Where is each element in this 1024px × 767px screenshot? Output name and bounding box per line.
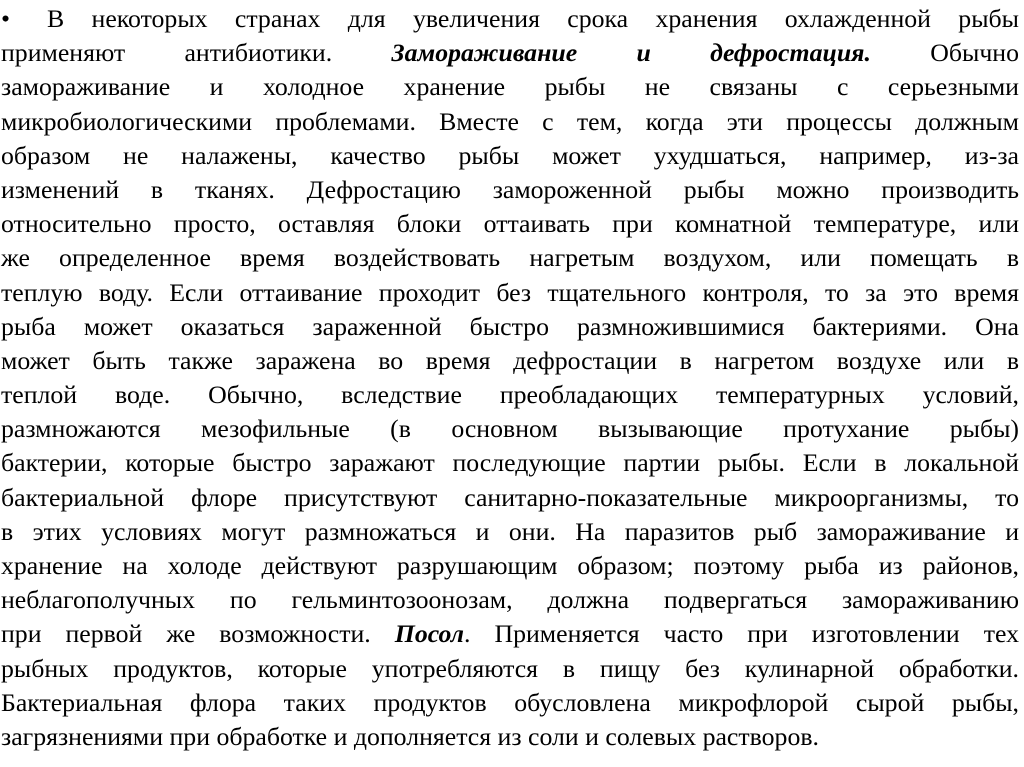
text-segment: применяют антибиотики. <box>1 38 392 68</box>
text-line <box>1 36 1019 70</box>
text-segment: размножаются мезофильные (в основном вызывающие протухание рыбы) <box>1 414 1019 444</box>
text-line <box>1 207 1019 241</box>
text-line <box>1 720 1019 754</box>
text-line <box>1 446 1019 480</box>
emphasized-heading: Замораживание и дефростация. <box>391 38 871 68</box>
emphasized-heading: Посол <box>394 619 465 649</box>
bullet-marker: • <box>1 4 11 33</box>
text-line <box>1 70 1019 104</box>
text-segment: Обычно <box>870 38 1019 68</box>
text-segment: теплую воду. Если оттаивание проходит без тщательного контроля, то за это время <box>1 277 1019 307</box>
text-line <box>1 652 1019 686</box>
text-segment: же определенное время воздействовать нагретым воздухом, или помещать в <box>1 243 1019 273</box>
text-line <box>1 2 1019 36</box>
text-line <box>1 310 1019 344</box>
text-segment: относительно просто, оставляя блоки оттаивать при комнатной температуре, или <box>1 209 1019 239</box>
body-text <box>1 2 1019 754</box>
text-line <box>1 583 1019 617</box>
text-segment: изменений в тканях. Дефростацию замороженной рыбы можно производить <box>1 174 1019 204</box>
text-segment: в этих условиях могут размножаться и они. На паразитов рыб замораживание и <box>1 516 1019 546</box>
text-line <box>1 139 1019 173</box>
text-line <box>1 481 1019 515</box>
text-line <box>1 276 1019 310</box>
text-segment: В некоторых странах для увеличения срока хранения охлажденной рыбы <box>47 4 1019 33</box>
text-segment: бактерии, которые быстро заражают последующие партии рыбы. Если в локальной <box>1 448 1019 478</box>
text-line <box>1 412 1019 446</box>
text-segment: бактериальной флоре присутствуют санитарно-показательные микроорганизмы, то <box>1 482 1019 512</box>
text-line <box>1 105 1019 139</box>
text-line <box>1 617 1019 651</box>
text-segment: теплой воде. Обычно, вследствие преобладающих температурных условий, <box>1 380 1019 410</box>
text-line <box>1 344 1019 378</box>
text-segment: Бактериальная флора таких продуктов обусловлена микрофлорой сырой рыбы, <box>1 687 1019 717</box>
text-line <box>1 241 1019 275</box>
text-segment: хранение на холоде действуют разрушающим образом; поэтому рыба из районов, <box>1 551 1019 580</box>
text-segment: замораживание и холодное хранение рыбы не связаны с серьезными <box>1 72 1019 102</box>
text-line <box>1 173 1019 207</box>
text-line <box>1 515 1019 549</box>
text-segment: может быть также заражена во время дефростации в нагретом воздухе или в <box>1 345 1019 375</box>
text-segment: при первой же возможности. <box>1 619 395 649</box>
text-segment: загрязнениями при обработке и дополняется из соли и солевых растворов. <box>1 721 819 751</box>
text-segment: рыбных продуктов, которые употребляются в пищу без кулинарной обработки. <box>1 653 1019 683</box>
text-segment: . Применяется часто при изготовлении тех <box>464 619 1019 649</box>
text-segment: микробиологическими проблемами. Вместе с тем, когда эти процессы должным <box>1 106 1019 136</box>
text-line <box>1 686 1019 720</box>
text-segment: неблагополучных по гельминтозоонозам, должна подвергаться замораживанию <box>1 585 1019 615</box>
text-line <box>1 378 1019 412</box>
text-segment: рыба может оказаться зараженной быстро размножившимися бактериями. Она <box>1 311 1019 341</box>
text-line <box>1 549 1019 583</box>
text-segment: образом не налажены, качество рыбы может ухудшаться, например, из-за <box>1 140 1019 170</box>
